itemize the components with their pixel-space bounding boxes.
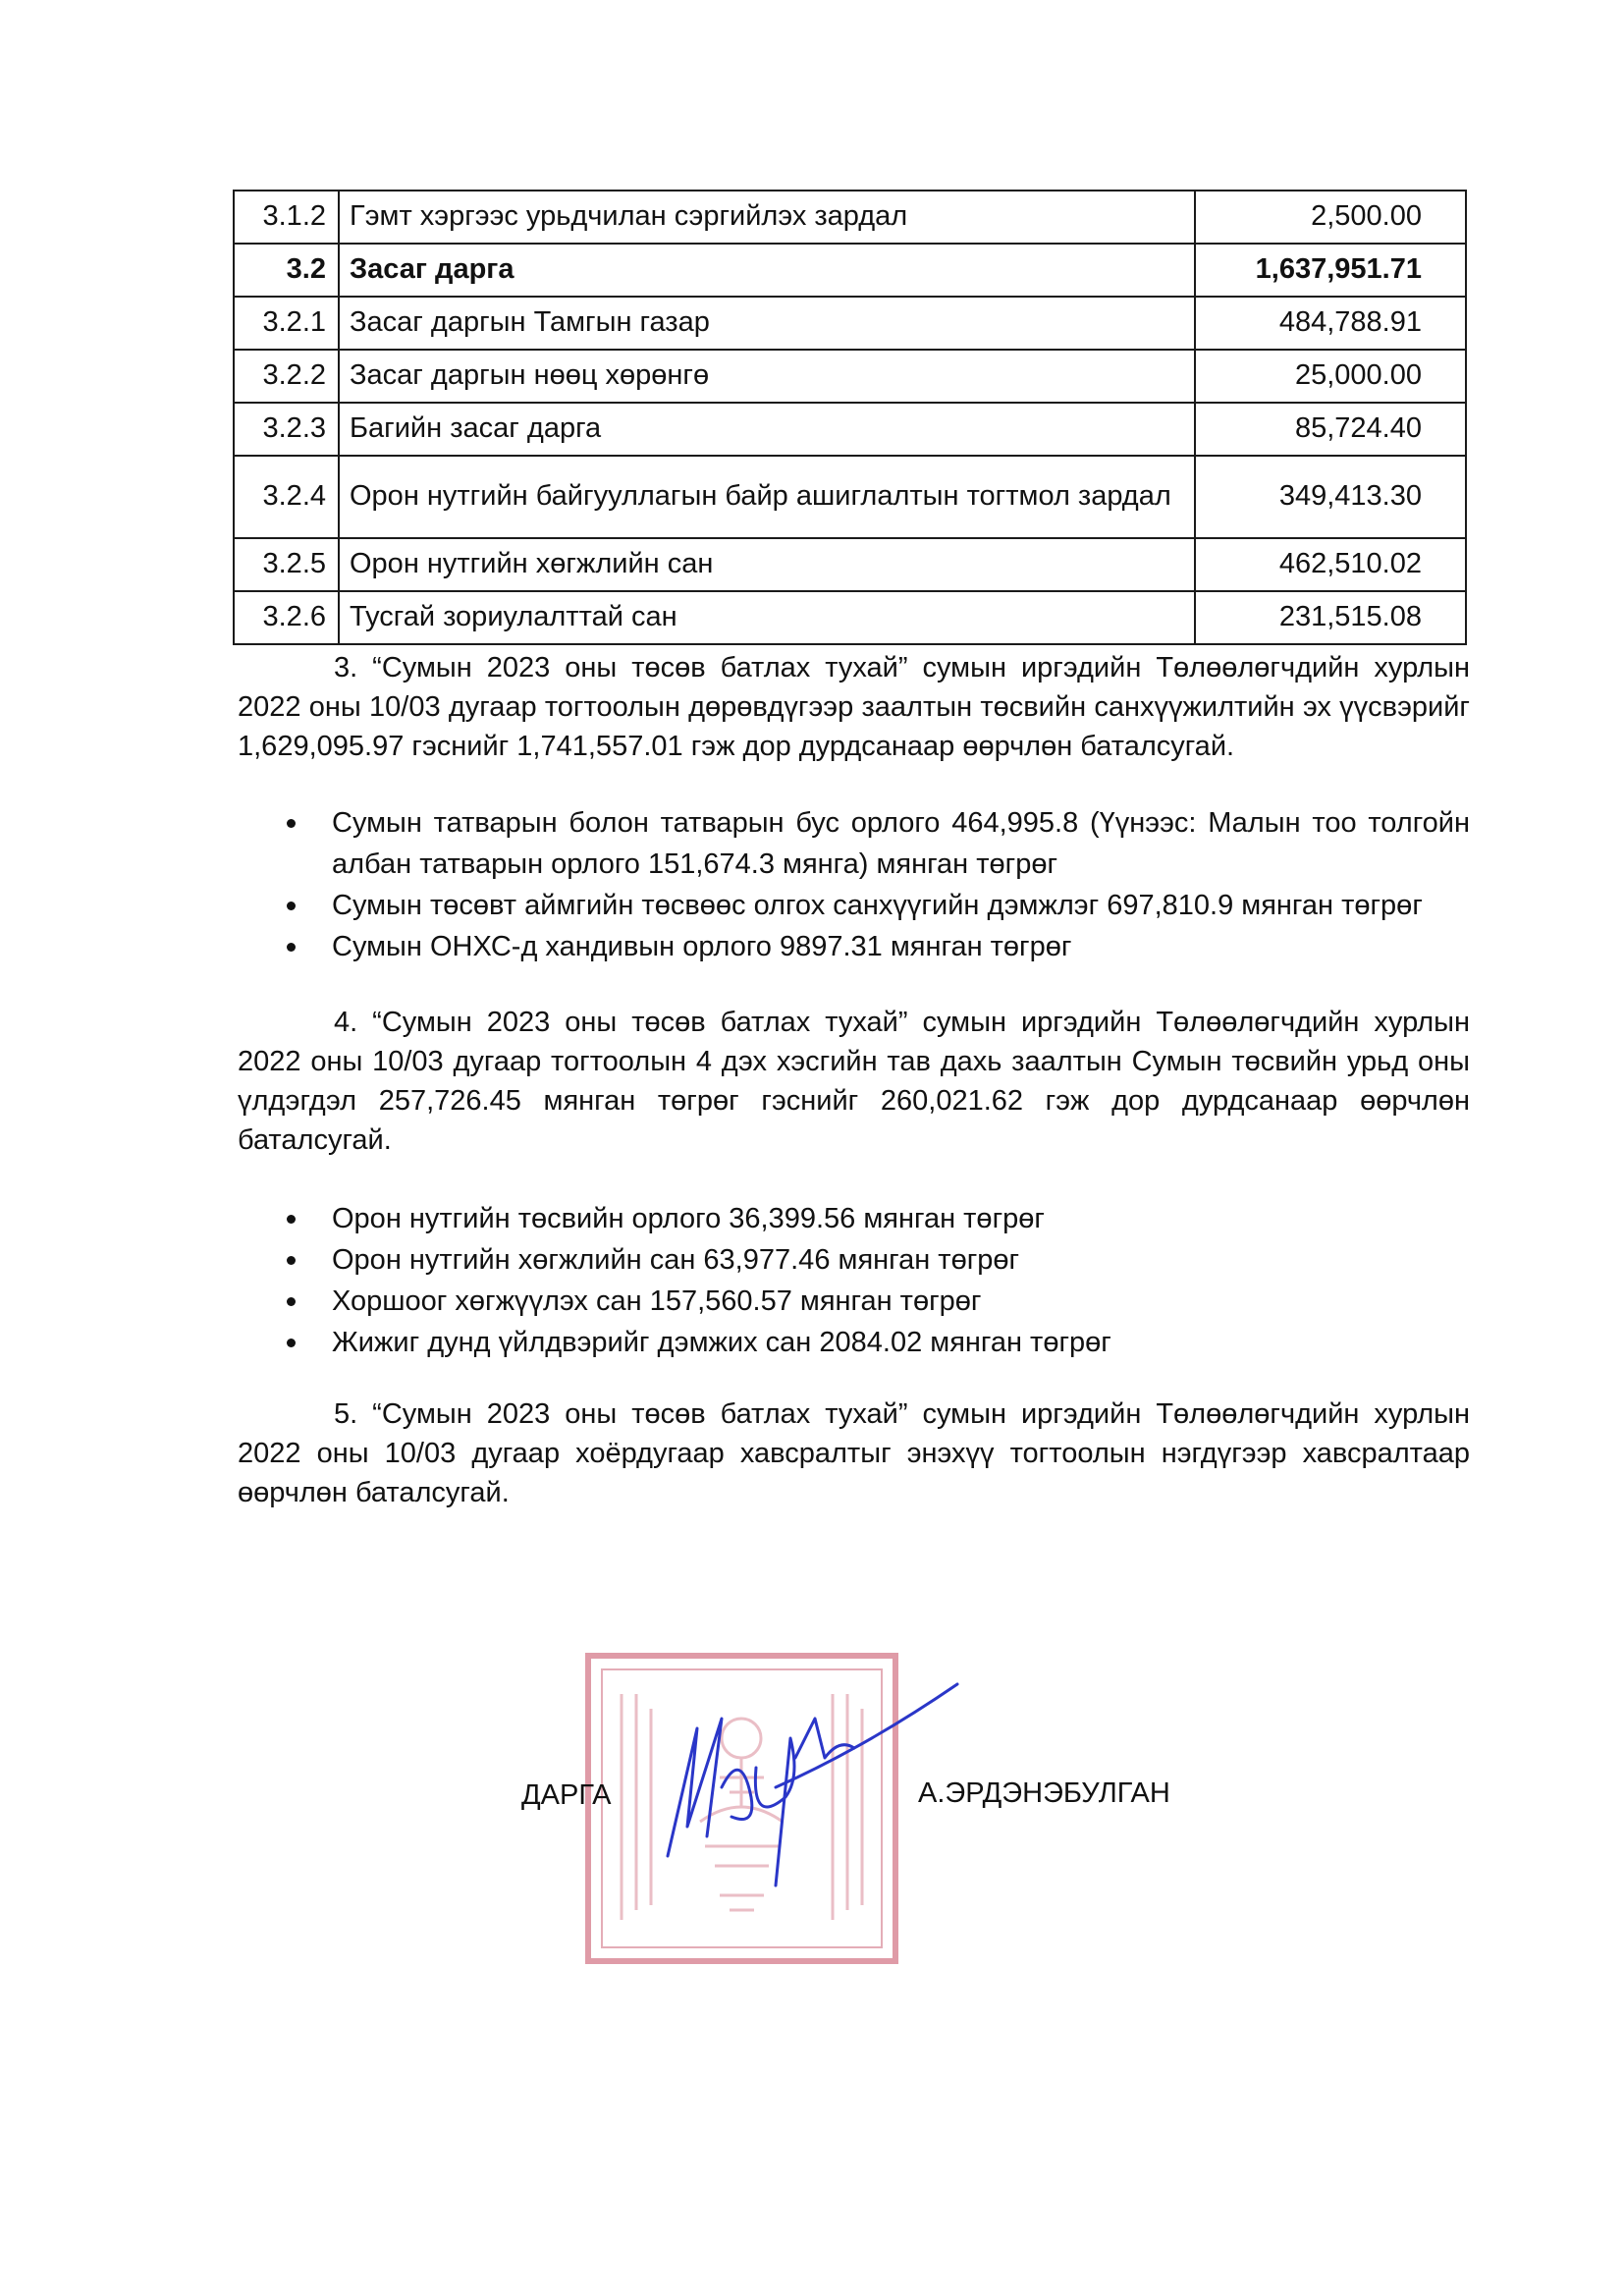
row-amount: 25,000.00 xyxy=(1195,350,1466,403)
list-item xyxy=(238,885,1470,926)
list-item xyxy=(238,1198,1470,1239)
table-row xyxy=(234,244,1466,297)
row-name: Засаг дарга xyxy=(339,244,1195,297)
row-amount: 231,515.08 xyxy=(1195,591,1466,644)
section-4-bullet-list xyxy=(238,1198,1470,1363)
section-3-bullet-list xyxy=(238,802,1470,967)
section-3-paragraph: 3. “Сумын 2023 оны төсөв батлах тухай” сумын иргэдийн Төлөөлөгчдийн хурлын 2022 оны 10/03 дугаар тогтоолын дөрөвдүгээр заалтын төсвийн санхүүжилтийн эх үүсвэрийг 1,629,095.97 гэснийг 1,741,557.01 гэж дор дурдсанаар өөрчлөн баталсугай. xyxy=(238,652,1470,762)
row-amount: 2,500.00 xyxy=(1195,191,1466,244)
row-amount: 1,637,951.71 xyxy=(1195,244,1466,297)
list-item-text: Орон нутгийн төсвийн орлого 36,399.56 мянган төгрөг xyxy=(332,1203,1045,1234)
signatory-name: А.ЭРДЭНЭБУЛГАН xyxy=(918,1777,1170,1809)
row-code: 3.1.2 xyxy=(234,191,339,244)
row-amount: 349,413.30 xyxy=(1195,456,1466,538)
row-name: Багийн засаг дарга xyxy=(339,403,1195,456)
bullet-icon xyxy=(287,819,296,828)
list-item-text: Сумын ОНХС-д хандивын орлого 9897.31 мянган төгрөг xyxy=(332,931,1072,962)
row-name: Тусгай зориулалттай сан xyxy=(339,591,1195,644)
section-5-paragraph: 5. “Сумын 2023 оны төсөв батлах тухай” сумын иргэдийн Төлөөлөгчдийн хурлын 2022 оны 10/03 дугаар хоёрдугаар хавсралтыг энэхүү тогтоолын нэгдүгээр хавсралтаар өөрчлөн баталсугай. xyxy=(238,1398,1470,1508)
list-item xyxy=(238,802,1470,885)
bullet-icon xyxy=(287,1339,296,1347)
row-name: Орон нутгийн хөгжлийн сан xyxy=(339,538,1195,591)
row-name: Гэмт хэргээс урьдчилан сэргийлэх зардал xyxy=(339,191,1195,244)
list-item xyxy=(238,1239,1470,1281)
bullet-icon xyxy=(287,1256,296,1265)
row-name: Засаг даргын Тамгын газар xyxy=(339,297,1195,350)
row-code: 3.2.6 xyxy=(234,591,339,644)
table-row xyxy=(234,297,1466,350)
list-item-text: Сумын татварын болон татварын бус орлого 464,995.8 (Үүнээс: Малын тоо толгойн албан татварын орлого 151,674.3 мянга) мянган төгрөг xyxy=(332,807,1470,880)
row-code: 3.2.3 xyxy=(234,403,339,456)
row-amount: 484,788.91 xyxy=(1195,297,1466,350)
list-item-text: Жижиг дунд үйлдвэрийг дэмжих сан 2084.02 мянган төгрөг xyxy=(332,1327,1111,1358)
row-amount: 462,510.02 xyxy=(1195,538,1466,591)
bullet-icon xyxy=(287,902,296,910)
row-code: 3.2.5 xyxy=(234,538,339,591)
row-code: 3.2.1 xyxy=(234,297,339,350)
row-amount: 85,724.40 xyxy=(1195,403,1466,456)
list-item-text: Орон нутгийн хөгжлийн сан 63,977.46 мянган төгрөг xyxy=(332,1244,1020,1276)
bullet-icon xyxy=(287,1215,296,1224)
bullet-icon xyxy=(287,1297,296,1306)
list-item xyxy=(238,926,1470,967)
table-row xyxy=(234,591,1466,644)
table-row xyxy=(234,456,1466,538)
section-4-paragraph: 4. “Сумын 2023 оны төсөв батлах тухай” сумын иргэдийн Төлөөлөгчдийн хурлын 2022 оны 10/03 дугаар тогтоолын 4 дэх хэсгийн тав дахь заалтын Сумын төсвийн урьд оны үлдэгдэл 257,726.45 мянган төгрөг гэснийг 260,021.62 гэж дор дурдсанаар өөрчлөн баталсугай. xyxy=(238,1007,1470,1156)
table-row xyxy=(234,538,1466,591)
list-item-text: Хоршоог хөгжүүлэх сан 157,560.57 мянган төгрөг xyxy=(332,1285,982,1317)
row-code: 3.2 xyxy=(234,244,339,297)
bullet-icon xyxy=(287,943,296,952)
row-code: 3.2.4 xyxy=(234,456,339,538)
list-item-text: Сумын төсөвт аймгийн төсвөөс олгох санхүүгийн дэмжлэг 697,810.9 мянган төгрөг xyxy=(332,890,1423,921)
table-row xyxy=(234,350,1466,403)
list-item xyxy=(238,1322,1470,1363)
row-name: Засаг даргын нөөц хөрөнгө xyxy=(339,350,1195,403)
row-name: Орон нутгийн байгууллагын байр ашиглалтын тогтмол зардал xyxy=(339,456,1195,538)
signatory-title: ДАРГА xyxy=(521,1779,612,1811)
list-item xyxy=(238,1281,1470,1322)
table-row xyxy=(234,191,1466,244)
table-row xyxy=(234,403,1466,456)
row-code: 3.2.2 xyxy=(234,350,339,403)
budget-table xyxy=(233,190,1467,645)
